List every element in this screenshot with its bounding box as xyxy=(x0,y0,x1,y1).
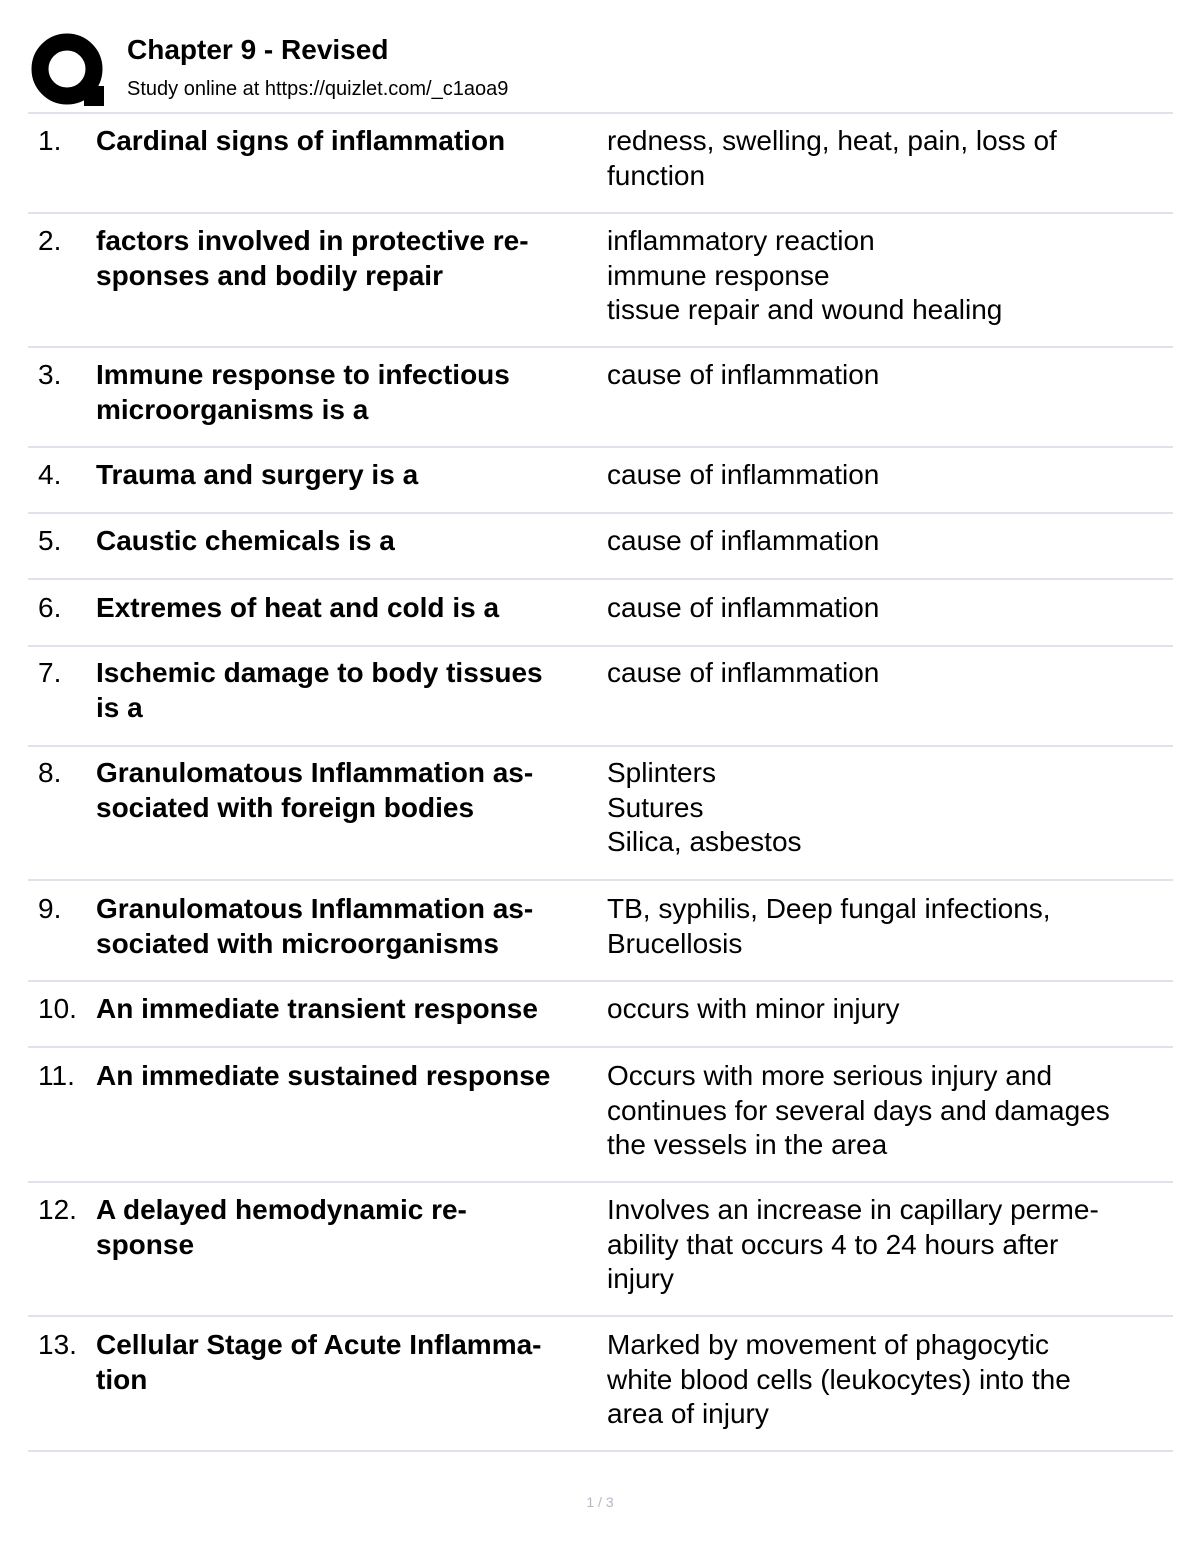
divider xyxy=(28,645,1173,647)
card-term: Trauma and surgery is a xyxy=(96,459,419,490)
card-number: 9. xyxy=(38,893,62,924)
card-definition: Occurs with more serious injury and continues for several days and damages the vessels in the area xyxy=(607,1060,1110,1160)
card-number: 12. xyxy=(38,1194,77,1225)
card-definition: cause of inflammation xyxy=(607,359,880,390)
card-definition: Splinters Sutures Silica, asbestos xyxy=(607,757,802,857)
divider xyxy=(28,212,1173,214)
page-title: Chapter 9 - Revised xyxy=(127,34,389,65)
card-definition: inflammatory reaction immune response tissue repair and wound healing xyxy=(607,225,1003,325)
divider xyxy=(28,745,1173,747)
divider xyxy=(28,980,1173,982)
divider xyxy=(28,1046,1173,1048)
card-number: 4. xyxy=(38,459,62,490)
divider xyxy=(28,879,1173,881)
card-term: Caustic chemicals is a xyxy=(96,525,395,556)
divider xyxy=(28,1450,1173,1452)
divider xyxy=(28,1315,1173,1317)
page-number: 1 / 3 xyxy=(586,1494,614,1510)
card-term: An immediate sustained response xyxy=(96,1060,551,1091)
divider xyxy=(28,1181,1173,1183)
card-term: factors involved in protective re- sponses and bodily repair xyxy=(96,225,529,291)
divider xyxy=(28,512,1173,514)
card-definition: cause of inflammation xyxy=(607,592,880,623)
card-number: 6. xyxy=(38,592,62,623)
card-definition: cause of inflammation xyxy=(607,459,880,490)
card-term: Granulomatous Inflammation as- sociated with microorganisms xyxy=(96,893,534,959)
card-number: 8. xyxy=(38,757,62,788)
card-definition: redness, swelling, heat, pain, loss of function xyxy=(607,125,1057,191)
card-number: 13. xyxy=(38,1329,77,1360)
quizlet-logo-icon xyxy=(30,32,108,108)
card-definition: occurs with minor injury xyxy=(607,993,900,1024)
card-number: 10. xyxy=(38,993,77,1024)
divider xyxy=(28,346,1173,348)
card-term: Granulomatous Inflammation as- sociated with foreign bodies xyxy=(96,757,534,823)
card-number: 2. xyxy=(38,225,62,256)
card-definition: Involves an increase in capillary perme- ability that occurs 4 to 24 hours after injury xyxy=(607,1194,1099,1294)
card-term: Cardinal signs of inflammation xyxy=(96,125,506,156)
card-term: A delayed hemodynamic re- sponse xyxy=(96,1194,467,1260)
card-number: 5. xyxy=(38,525,62,556)
card-term: An immediate transient response xyxy=(96,993,538,1024)
card-definition: Marked by movement of phagocytic white blood cells (leukocytes) into the area of injury xyxy=(607,1329,1071,1429)
divider xyxy=(28,112,1173,114)
page-header xyxy=(30,30,1170,110)
divider xyxy=(28,446,1173,448)
card-term: Immune response to infectious microorganisms is a xyxy=(96,359,510,425)
divider xyxy=(28,578,1173,580)
card-term: Extremes of heat and cold is a xyxy=(96,592,500,623)
card-term: Ischemic damage to body tissues is a xyxy=(96,657,543,723)
card-number: 7. xyxy=(38,657,62,688)
card-number: 1. xyxy=(38,125,62,156)
card-definition: TB, syphilis, Deep fungal infections, Brucellosis xyxy=(607,893,1051,959)
study-online-link[interactable]: Study online at https://quizlet.com/_c1aoa9 xyxy=(127,78,509,100)
card-term: Cellular Stage of Acute Inflamma- tion xyxy=(96,1329,542,1395)
card-number: 3. xyxy=(38,359,62,390)
card-definition: cause of inflammation xyxy=(607,657,880,688)
card-number: 11. xyxy=(38,1060,75,1091)
card-definition: cause of inflammation xyxy=(607,525,880,556)
